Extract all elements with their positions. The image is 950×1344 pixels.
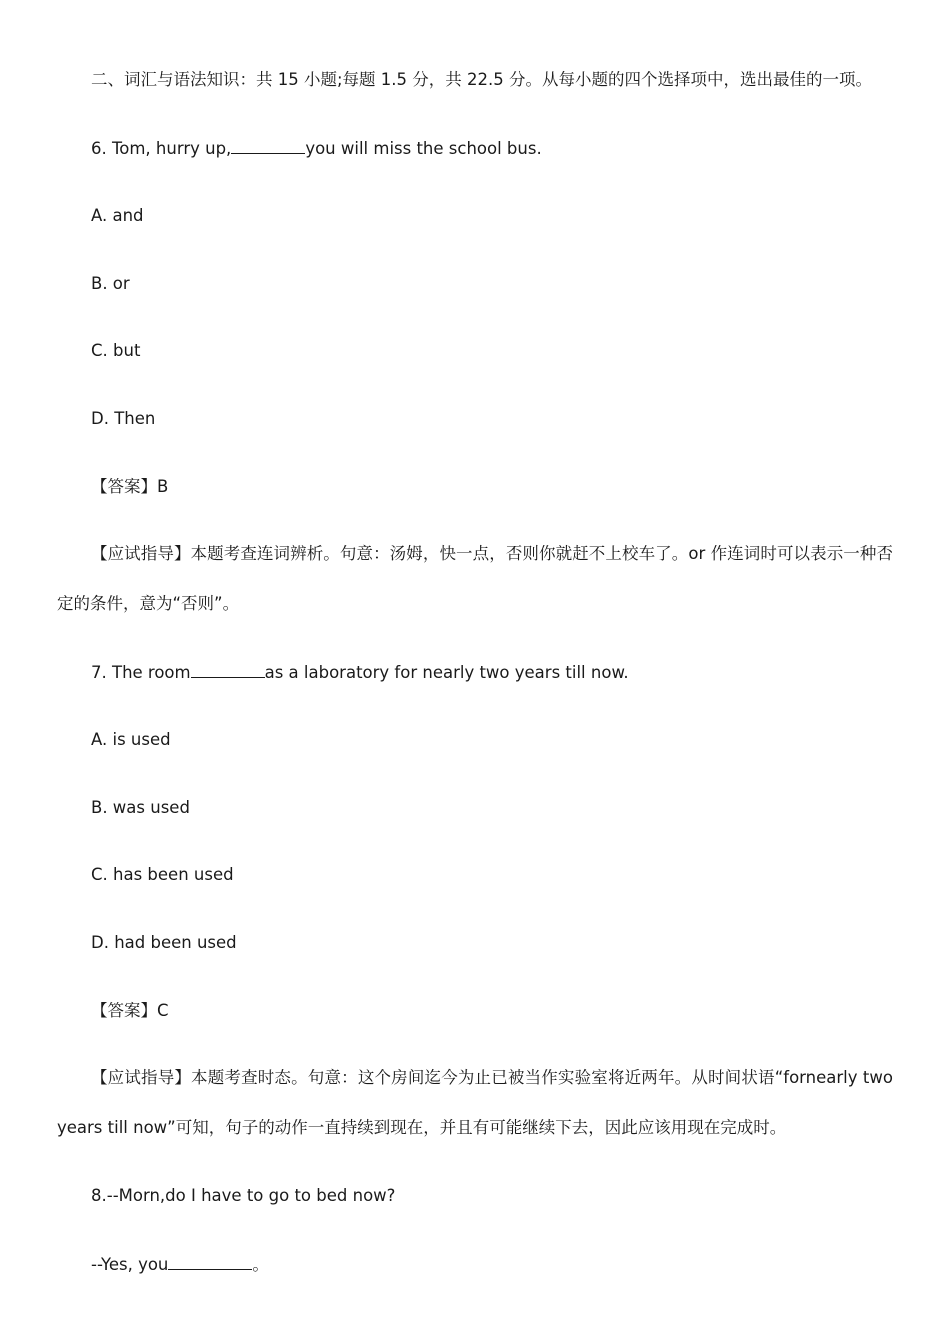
question-7-option-b: B. was used — [91, 798, 190, 817]
question-7-stem-after: as a laboratory for nearly two years till now. — [264, 663, 629, 682]
question-7-stem-before: 7. The room — [91, 663, 191, 682]
question-6-option-c: C. but — [91, 341, 141, 360]
question-7-stem — [91, 661, 629, 684]
question-8-reply-after: 。 — [252, 1255, 269, 1274]
question-6-guide: 【应试指导】本题考查连词辨析。句意：汤姆，快一点，否则你就赶不上校车了。or 作连词时可以表示一种否定的条件，意为“否则”。 — [57, 544, 893, 613]
question-6-answer: 【答案】B — [91, 477, 169, 496]
question-6-stem — [91, 137, 542, 160]
question-6-stem-after: you will miss the school bus. — [305, 139, 542, 158]
question-6-option-b: B. or — [91, 274, 130, 293]
question-6-stem-before: 6. Tom, hurry up, — [91, 139, 232, 158]
question-8-reply — [91, 1253, 269, 1276]
question-6-option-a: A. and — [91, 206, 144, 225]
question-7-option-a: A. is used — [91, 730, 171, 749]
question-8-reply-before: --Yes, you — [91, 1255, 169, 1274]
answer-blank — [168, 1253, 252, 1270]
question-8-stem: 8.--Morn,do I have to go to bed now? — [91, 1186, 396, 1205]
question-7-guide: 【应试指导】本题考查时态。句意：这个房间迄今为止已被当作实验室将近两年。从时间状语“fornearly two years till now”可知，句子的动作一直持续到现在，并且有可能继续下去，因此应该用现在完成时。 — [57, 1068, 893, 1137]
answer-blank — [231, 137, 305, 154]
question-7-option-d: D. had been used — [91, 933, 237, 952]
question-6-option-d: D. Then — [91, 409, 156, 428]
question-7-answer: 【答案】C — [91, 1001, 169, 1020]
answer-blank — [191, 661, 265, 678]
question-7-option-c: C. has been used — [91, 865, 234, 884]
section-heading: 二、词汇与语法知识：共 15 小题;每题 1.5 分，共 22.5 分。从每小题的四个选择项中，选出最佳的一项。 — [91, 70, 873, 89]
